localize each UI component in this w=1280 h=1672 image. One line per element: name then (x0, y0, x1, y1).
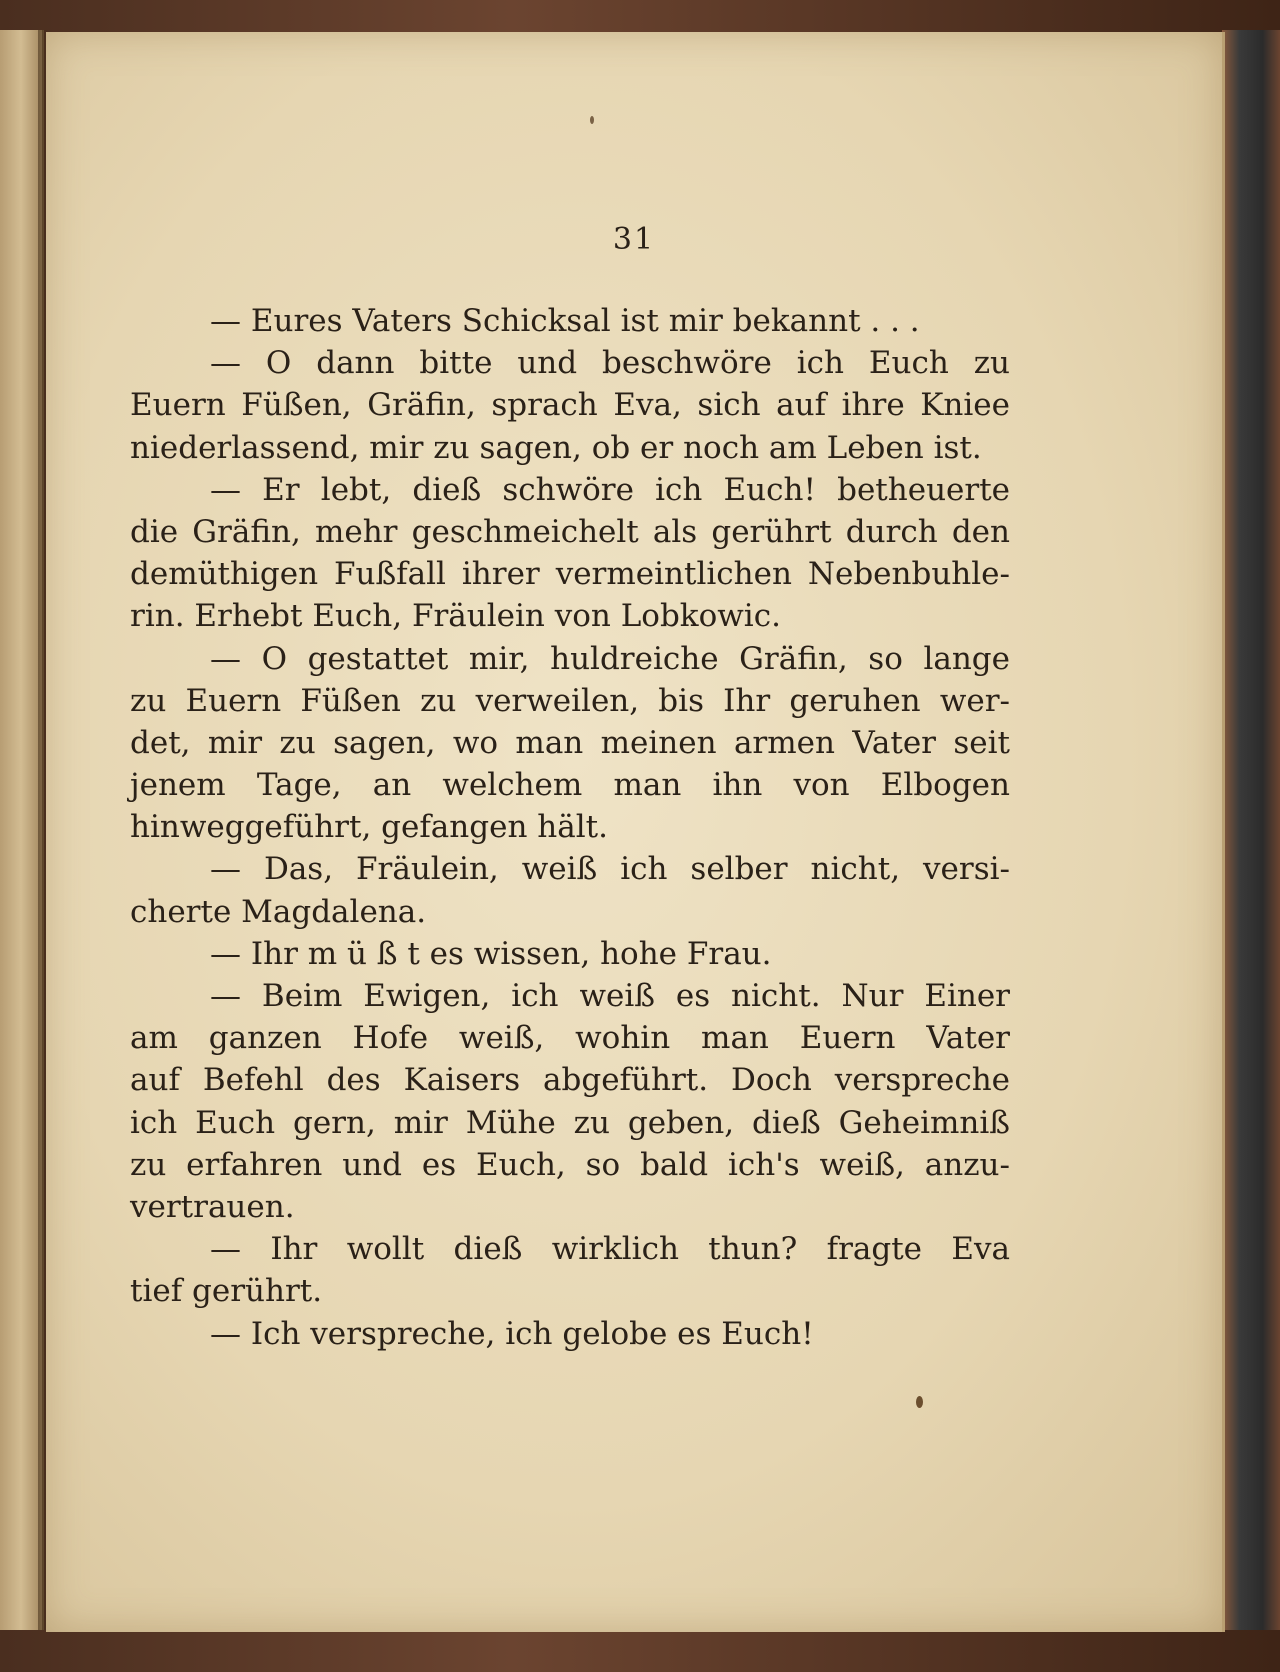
text-line: — Eures Vaters Schicksal ist mir bekannt . . . (210, 303, 920, 339)
text-line: — Beim Ewigen, ich weiß es nicht. Nur Einer (210, 978, 1010, 1014)
page-number: 31 (612, 222, 656, 257)
ink-spot (916, 1396, 923, 1408)
book-page (46, 32, 1225, 1632)
text-line: am ganzen Hofe weiß, wohin man Euern Vater (130, 1020, 1010, 1057)
text-line: tief gerührt. (130, 1273, 323, 1310)
text-line: jenem Tage, an welchem man ihn von Elbogen (130, 767, 1010, 804)
text-line: — Ihr wollt dieß wirklich thun? fragte Eva (210, 1231, 1010, 1268)
text-line: niederlassend, mir zu sagen, ob er noch am Leben ist. (130, 429, 982, 466)
page-text (130, 300, 1010, 1355)
text-line: hinweggeführt, gefangen hält. (130, 809, 608, 846)
text-line: — Ich verspreche, ich gelobe es Euch! (210, 1315, 814, 1352)
text-line: — O dann bitte und beschwöre ich Euch zu (210, 345, 1010, 382)
text-line: die Gräfin, mehr geschmeichelt als gerührt durch den (130, 513, 1010, 550)
text-line: auf Befehl des Kaisers abgeführt. Doch verspreche (130, 1062, 1010, 1099)
text-line: Euern Füßen, Gräfin, sprach Eva, sich auf ihre Kniee (130, 387, 1010, 424)
text-line: zu erfahren und es Euch, so bald ich's weiß, anzu- (130, 1146, 1010, 1183)
text-line: ich Euch gern, mir Mühe zu geben, dieß Geheimniß (130, 1104, 1010, 1141)
text-line: zu Euern Füßen zu verweilen, bis Ihr geruhen wer- (130, 682, 1010, 719)
text-line: — Das, Fräulein, weiß ich selber nicht, versi- (210, 851, 1010, 888)
text-line: — Er lebt, dieß schwöre ich Euch! betheuerte (210, 471, 1010, 508)
book-cover-edge (1222, 30, 1280, 1630)
text-line: cherte Magdalena. (130, 893, 427, 930)
text-line: demüthigen Fußfall ihrer vermeintlichen Nebenbuhle- (130, 556, 1010, 593)
text-line: det, mir zu sagen, wo man meinen armen Vater seit (130, 724, 1010, 761)
paper-spot (590, 116, 594, 124)
text-line: vertrauen. (130, 1188, 295, 1225)
text-line: rin. Erhebt Euch, Fräulein von Lobkowic. (130, 598, 781, 635)
text-line: — Ihr m ü ß t es wissen, hohe Frau. (210, 935, 772, 972)
text-line: — O gestattet mir, huldreiche Gräfin, so lange (210, 640, 1010, 677)
